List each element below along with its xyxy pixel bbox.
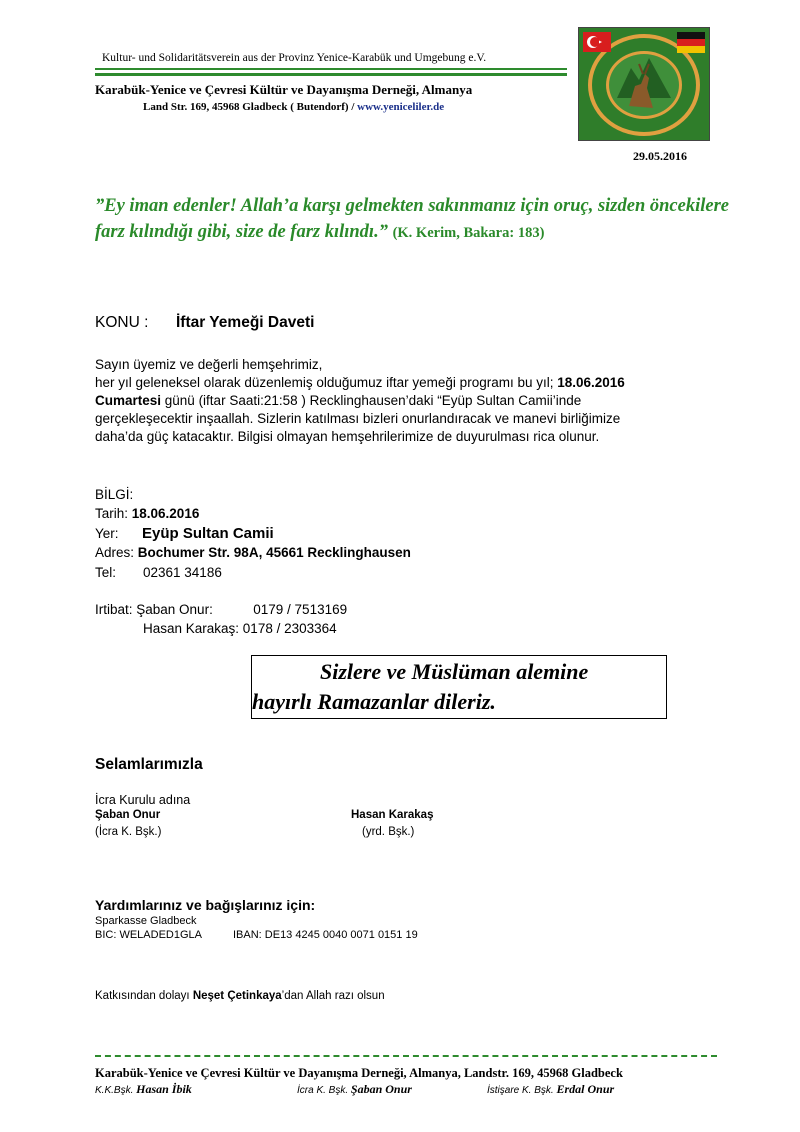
- donor-name: Neşet Çetinkaya: [192, 990, 282, 1002]
- donation-heading: Yardımlarınız ve bağışlarınız için:: [95, 897, 316, 913]
- footer-sig-1-title: K.K.Bşk.: [95, 1085, 137, 1096]
- footer-signatory-1: [95, 1082, 192, 1097]
- info-address-label: Adres:: [95, 545, 138, 560]
- signatory-2-title: (yrd. Bşk.): [362, 826, 415, 838]
- body-line-2-text: her yıl geleneksel olarak düzenlemiş olduğumuz iftar yemeği programı bu yıl;: [95, 375, 558, 390]
- quran-quote: [95, 193, 755, 246]
- info-date-value: 18.06.2016: [131, 506, 200, 521]
- bank-name: Sparkasse Gladbeck: [95, 915, 197, 927]
- association-name-german: Kultur- und Solidaritätsverein aus der Provinz Yenice-Karabük und Umgebung e.V.: [102, 52, 487, 64]
- footer-sig-3-title: İstişare K. Bşk.: [487, 1085, 557, 1096]
- info-place-label: Yer:: [95, 526, 119, 541]
- info-tel-value: 02361 34186: [143, 565, 222, 580]
- germany-flag-icon: [677, 32, 705, 53]
- info-heading: BİLGİ:: [95, 487, 134, 502]
- address-separator: /: [351, 101, 355, 113]
- info-place-value: Eyüp Sultan Camii: [142, 525, 274, 542]
- info-date-label: Tarih:: [95, 506, 132, 521]
- info-place: [95, 525, 274, 542]
- footer-divider: [95, 1055, 717, 1057]
- thanks-prefix: Katkısından dolayı: [95, 990, 193, 1002]
- event-day-inline: Cumartesi: [95, 393, 162, 408]
- association-emblem-logo: [578, 27, 710, 141]
- association-address: [143, 101, 444, 113]
- info-contact-label: Irtibat:: [95, 602, 137, 617]
- event-date-inline: 18.06.2016: [557, 375, 625, 390]
- body-line-3-text: günü (iftar Saati:21:58 ) Recklinghausen’daki “Eyüp Sultan Camii’inde: [161, 393, 582, 408]
- info-contact-1: [95, 602, 347, 617]
- body-line-4: gerçekleşecektir inşaallah. Sizlerin katılması bizleri onurlandıracak ve manevi birliğimize: [95, 411, 621, 426]
- body-line-2: [95, 375, 625, 390]
- footer-signatory-3: [487, 1082, 614, 1097]
- signatory-1-title: (İcra K. Bşk.): [95, 826, 162, 838]
- association-emblem-icon: [579, 28, 709, 140]
- quote-text: ”Ey iman edenler! Allah’a karşı gelmekten sakınmanız için oruç, sizden öncekilere farz kılındığı gibi, size de farz kılındı.”: [95, 196, 729, 242]
- footer-sig-2-title: İcra K. Bşk.: [297, 1085, 351, 1096]
- letter-date: 29.05.2016: [633, 149, 687, 163]
- signatory-2-name: Hasan Karakaş: [351, 809, 434, 821]
- subject-value: İftar Yemeği Daveti: [176, 314, 315, 331]
- info-tel-label: Tel:: [95, 565, 117, 580]
- body-line-3: [95, 393, 581, 408]
- info-tel: [95, 565, 222, 580]
- address-text: Land Str. 169, 45968 Gladbeck ( Butendorf): [143, 101, 349, 113]
- website-link[interactable]: www.yeniceliler.de: [357, 101, 445, 113]
- footer-sig-1-name: Hasan İbik: [136, 1082, 192, 1096]
- bank-bic: BIC: WELADED1GLA: [95, 929, 202, 941]
- thanks-line: [95, 990, 385, 1002]
- contact-1-phone: 0179 / 7513169: [253, 602, 348, 617]
- footer-sig-2-name: Şaban Onur: [350, 1082, 412, 1096]
- contact-1-name: Şaban Onur:: [136, 602, 213, 617]
- association-name-turkish: Karabük-Yenice ve Çevresi Kültür ve Dayanışma Derneği, Almanya: [95, 82, 473, 97]
- closing-greeting: Selamlarımızla: [95, 756, 203, 773]
- info-date: [95, 506, 199, 521]
- body-line-5: daha’da güç katacaktır. Bilgisi olmayan hemşehrilerimize de duyurulması rica olunur.: [95, 429, 600, 444]
- wish-line-1: Sizlere ve Müslüman alemine: [320, 659, 589, 684]
- subject-label: KONU :: [95, 314, 149, 331]
- header-rule-bottom: [95, 73, 567, 76]
- body-line-1: Sayın üyemiz ve değerli hemşehrimiz,: [95, 357, 323, 372]
- footer-signatory-2: [297, 1082, 412, 1097]
- wish-line-2: hayırlı Ramazanlar dileriz.: [252, 689, 496, 714]
- info-contact-2: Hasan Karakaş: 0178 / 2303364: [143, 621, 337, 636]
- on-behalf-label: İcra Kurulu adına: [95, 793, 191, 807]
- footer-address: Karabük-Yenice ve Çevresi Kültür ve Dayanışma Derneği, Almanya, Landstr. 169, 45968 Gladbeck: [95, 1066, 623, 1080]
- header-rule-top: [95, 68, 567, 70]
- turkey-flag-icon: [583, 32, 611, 52]
- bank-iban: IBAN: DE13 4245 0040 0071 0151 19: [233, 929, 418, 941]
- info-address: [95, 545, 411, 560]
- signatory-1-name: Şaban Onur: [95, 809, 161, 821]
- thanks-suffix: ’dan Allah razı olsun: [281, 990, 385, 1002]
- quote-reference: (K. Kerim, Bakara: 183): [392, 225, 545, 241]
- info-address-value: Bochumer Str. 98A, 45661 Recklinghausen: [137, 545, 411, 560]
- footer-sig-3-name: Erdal Onur: [556, 1082, 615, 1096]
